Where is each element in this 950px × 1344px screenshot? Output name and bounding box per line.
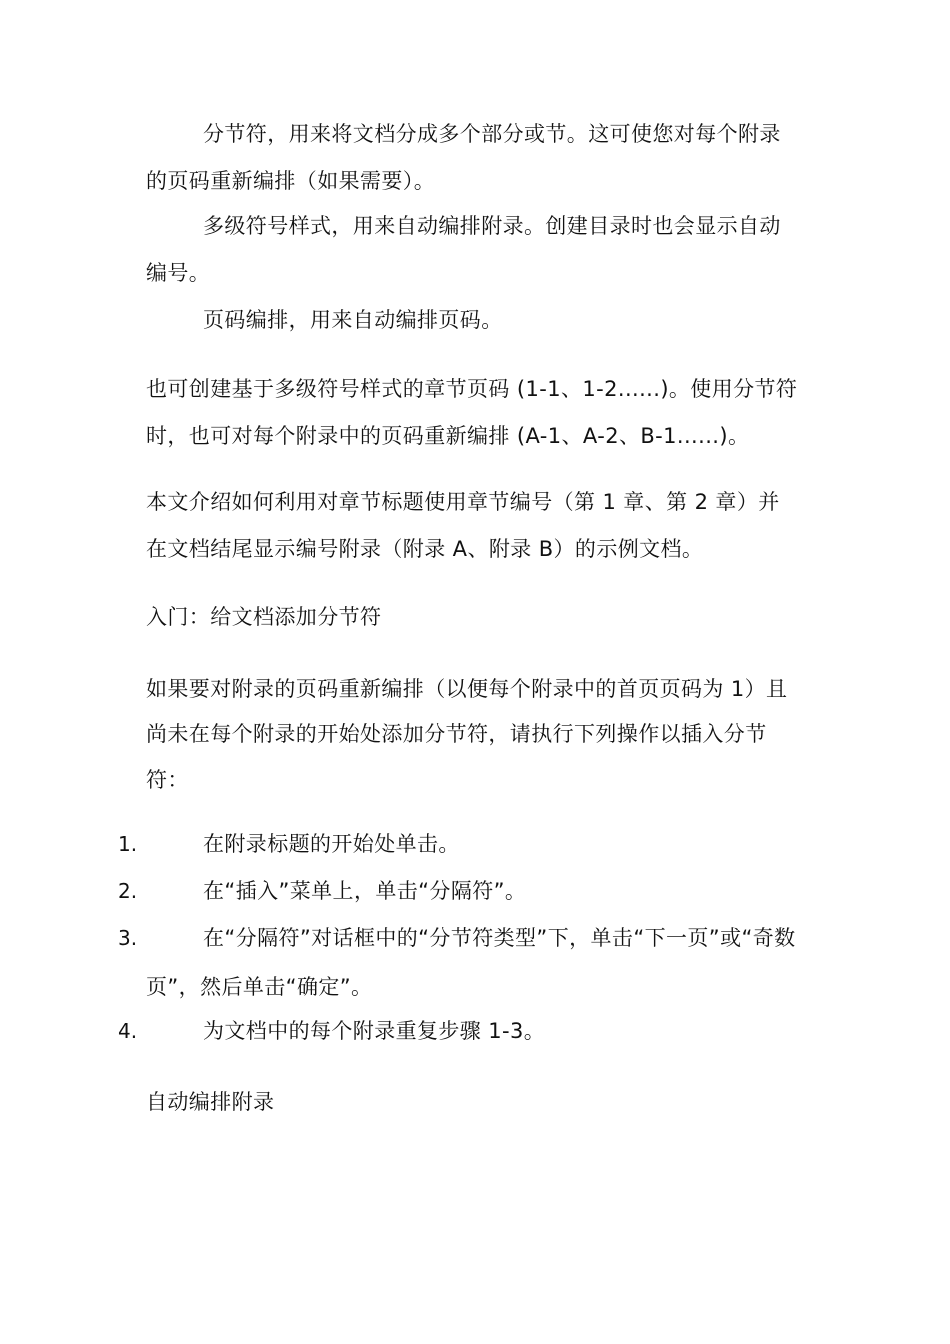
- paragraph-line: 尚未在每个附录的开始处添加分节符，请执行下列操作以插入分节: [146, 722, 767, 746]
- step-text: 为文档中的每个附录重复步骤 1-3。: [203, 1019, 546, 1043]
- paragraph-line: 时，也可对每个附录中的页码重新编排 (A-1、A-2、B-1......)。: [146, 424, 750, 448]
- step-number: 4.: [118, 1019, 138, 1043]
- paragraph-line: 在文档结尾显示编号附录（附录 A、附录 B）的示例文档。: [146, 537, 704, 561]
- section-heading: 自动编排附录: [146, 1090, 275, 1114]
- step-number: 3.: [118, 926, 138, 950]
- paragraph-line: 编号。: [146, 261, 211, 285]
- step-text-continued: 页”，然后单击“确定”。: [146, 975, 373, 999]
- section-heading: 入门：给文档添加分节符: [146, 605, 382, 629]
- paragraph-line: 符：: [146, 768, 189, 792]
- step-text: 在“插入”菜单上，单击“分隔符”。: [203, 879, 527, 903]
- paragraph-line: 如果要对附录的页码重新编排（以便每个附录中的首页页码为 1）且: [146, 677, 788, 701]
- step-number: 2.: [118, 879, 138, 903]
- step-number: 1.: [118, 832, 138, 856]
- step-text: 在附录标题的开始处单击。: [203, 832, 460, 856]
- paragraph-line: 本文介绍如何利用对章节标题使用章节编号（第 1 章、第 2 章）并: [146, 490, 780, 514]
- paragraph-line: 分节符，用来将文档分成多个部分或节。这可使您对每个附录: [203, 122, 781, 146]
- paragraph-line: 的页码重新编排（如果需要）。: [146, 169, 436, 193]
- paragraph-line: 多级符号样式，用来自动编排附录。创建目录时也会显示自动: [203, 214, 781, 238]
- paragraph-line: 页码编排，用来自动编排页码。: [203, 308, 503, 332]
- step-text: 在“分隔符”对话框中的“分节符类型”下，单击“下一页”或“奇数: [203, 926, 796, 950]
- paragraph-line: 也可创建基于多级符号样式的章节页码 (1-1、1-2......)。使用分节符: [146, 377, 798, 401]
